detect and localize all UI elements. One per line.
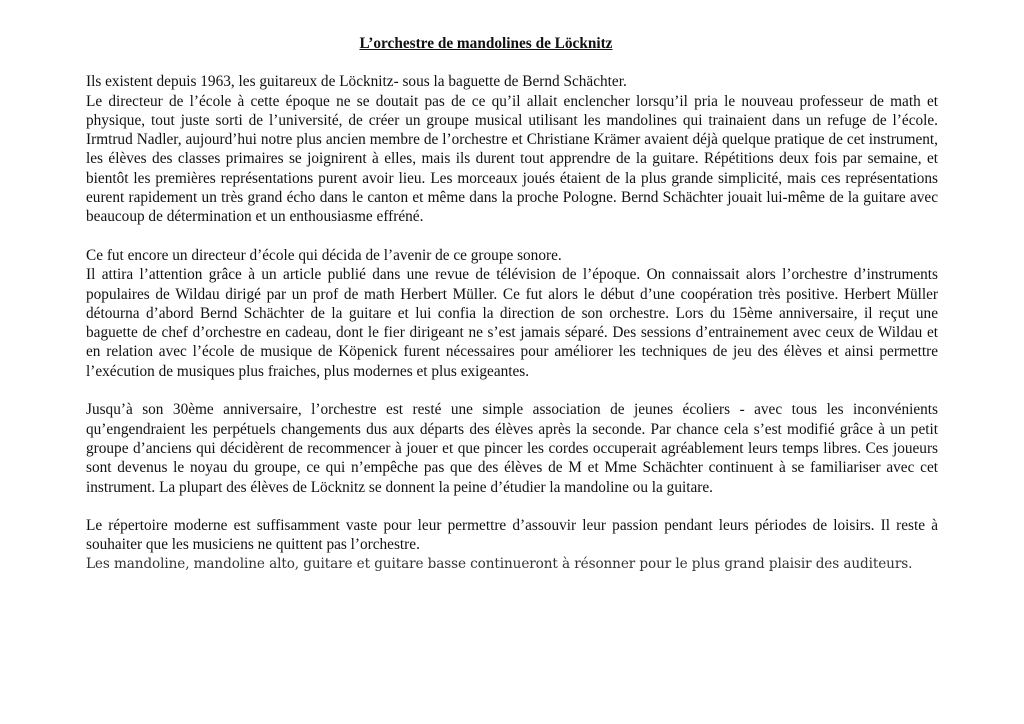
paragraph-repertoire — [86, 516, 938, 574]
paragraph-future — [86, 246, 938, 381]
paragraph-line: Ils existent depuis 1963, les guitareux de Löcknitz- sous la baguette de Bernd Schächter. — [86, 73, 627, 91]
paragraph-line: Le répertoire moderne est suffisamment vaste pour leur permettre d’assouvir leur passion pendant leurs périodes de loisirs. Il reste à souhaiter que les musiciens ne quittent pas l’orchestre. — [86, 517, 938, 554]
paragraph-origins — [86, 72, 938, 226]
closing-line: Les mandoline, mandoline alto, guitare et guitare basse continueront à résonner pour le plus grand plaisir des auditeurs. — [86, 555, 913, 572]
document-page — [86, 34, 938, 593]
paragraph-line: Ce fut encore un directeur d’école qui décida de l’avenir de ce groupe sonore. — [86, 246, 562, 264]
paragraph-line: Le directeur de l’école à cette époque ne se doutait pas de ce qu’il allait enclencher lorsqu’il pria le nouveau professeur de math et physique, tout juste sorti de l’université, de créer un groupe musical utilisant les mandolines qui trainaient dans un refuge de l’école. Irmtrud Nadler, aujourd’hui notre plus ancien membre de l’orchestre et Christiane Krämer avaient déjà quelque pratique de cet instrument, les élèves des classes primaires se joignirent à elles, mais ils durent tout apprendre de la guitare. Répétitions deux fois par semaine, et bientôt les premières représentations purent avoir lieu. Les morceaux joués étaient de la plus grande simplicité, mais ces représentations eurent rapidement un très grand écho dans le canton et même dans la proche Pologne. Bernd Schächter jouait lui-même de la guitare avec beaucoup de détermination et un enthousiasme effréné. — [86, 92, 938, 226]
document-title: L’orchestre de mandolines de Löcknitz — [359, 35, 613, 52]
paragraph-line: Il attira l’attention grâce à un article publié dans une revue de télévision de l’époque. On connaissait alors l’orchestre d’instruments populaires de Wildau dirigé par un prof de math Herbert Müller. Ce fut alors le début d’une coopération très positive. Herbert Müller détourna d’abord Bernd Schächter de la guitare et lui confia la direction de son orchestre. Lors du 15ème anniversaire, il reçut une baguette de chef d’orchestre en cadeau, dont le fier dirigeant ne s’est jamais séparé. Des sessions d’entrainement avec ceux de Wildau et en relation avec l’école de musique de Köpenick furent nécessaires pour améliorer les techniques de jeu des élèves et ainsi permettre l’exécution de musiques plus fraiches, plus modernes et plus exigeantes. — [86, 266, 938, 380]
paragraph-line: Jusqu’à son 30ème anniversaire, l’orchestre est resté une simple association de jeunes écoliers - avec tous les inconvénients qu’engendraient les perpétuels changements dus aux départs des élèves après la seconde. Par chance cela s’est modifié grâce à un petit groupe d’anciens qui décidèrent de recommencer à jouer et que pincer les cordes occuperait agréablement leurs temps libres. Ces joueurs sont devenus le noyau du groupe, ce qui n’empêche pas que des élèves de M et Mme Schächter continuent à se familiariser avec cet instrument. La plupart des élèves de Löcknitz se donnent la peine d’étudier la mandoline ou la guitare. — [86, 401, 938, 496]
paragraph-thirtieth-anniversary — [86, 400, 938, 496]
